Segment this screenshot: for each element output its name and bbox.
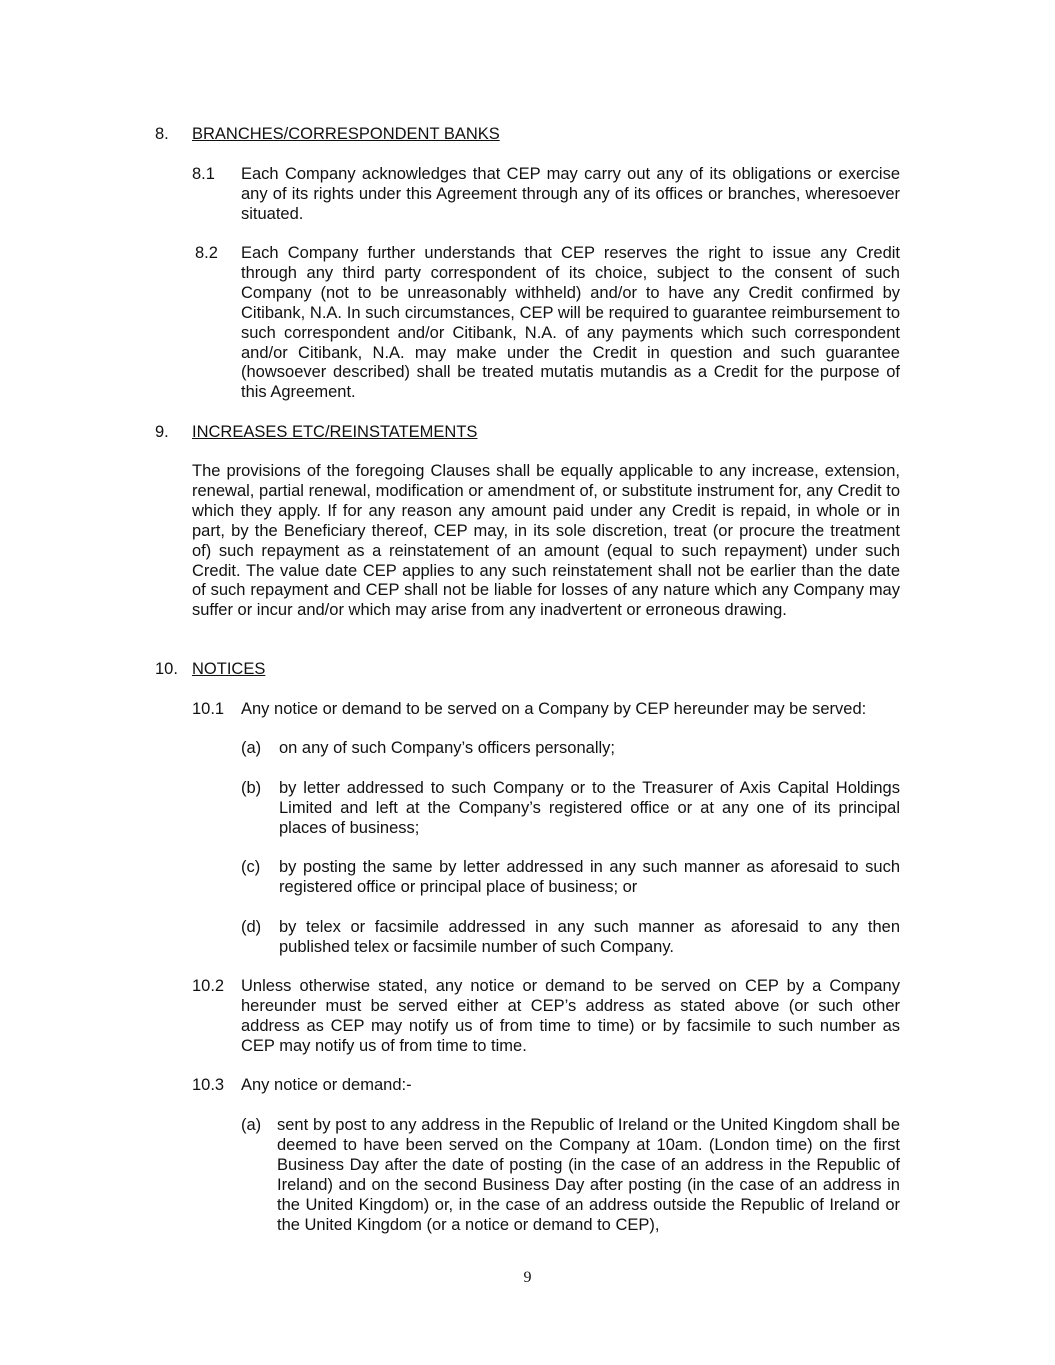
- clause-10-1-text: Any notice or demand to be served on a Company by CEP hereunder may be served:: [241, 700, 867, 718]
- clause-10-2-number: 10.2: [192, 977, 225, 995]
- clause-10-3-a-text: sent by post to any address in the Republic of Ireland or the United Kingdom shall be deemed to have been served on the Company at 10am. (London time) on the first Business Day after the date of posting (in the case of an address in the Republic of Ireland) and on the second Business Day after posting (in the case of an address in the United Kingdom) or, in the case of an address outside the Republic of Ireland or the United Kingdom (or a notice or demand to CEP),: [277, 1116, 900, 1234]
- clause-10-3-text: Any notice or demand:-: [241, 1076, 412, 1094]
- clause-10-1-b-label: (b): [241, 779, 262, 797]
- clause-10-1-d-label: (d): [241, 918, 262, 936]
- page-number: 9: [523, 1269, 532, 1286]
- clause-8-2-text: Each Company further understands that CEP reserves the right to issue any Credit through any third party correspondent of its choice, subject to the consent of such Company (not to be unreasonably withheld) and/or to have any Credit confirmed by Citibank, N.A. In such circumstances, CEP will be required to guarantee reimbursement to such correspondent and/or Citibank, N.A. of any payments which such correspondent and/or Citibank, N.A. may make under the Credit in question and such guarantee (howsoever described) shall be treated mutatis mutandis as a Credit for the purpose of this Agreement.: [241, 244, 900, 402]
- clause-8-2-number: 8.2: [195, 244, 218, 262]
- clause-10-3-a-label: (a): [241, 1116, 262, 1134]
- clause-10-1-c-label: (c): [241, 858, 261, 876]
- clause-8-1-text: Each Company acknowledges that CEP may carry out any of its obligations or exercise any of its rights under this Agreement through any of its offices or branches, wheresoever situated.: [241, 165, 900, 223]
- section-9-body: The provisions of the foregoing Clauses shall be equally applicable to any increase, extension, renewal, partial renewal, modification or amendment of, or substitute instrument for, any Credit to which they apply. If for any reason any amount paid under any Credit is repaid, in whole or in part, by the Beneficiary thereof, CEP may, in its sole discretion, treat (or procure the treatment of) such repayment as a reinstatement of an amount (equal to such repayment) under such Credit. The value date CEP applies to any such reinstatement shall not be earlier than the date of such repayment and CEP shall not be liable for losses of any nature which any Company may suffer or incur and/or which may arise from any inadvertent or erroneous drawing.: [192, 462, 900, 620]
- clause-10-1-d-text: by telex or facsimile addressed in any such manner as aforesaid to any then published telex or facsimile number of such Company.: [279, 918, 900, 956]
- clause-10-1-b-text: by letter addressed to such Company or to the Treasurer of Axis Capital Holdings Limited and left at the Company’s registered office or at any one of its principal places of business;: [279, 779, 900, 837]
- section-9-heading: INCREASES ETC/REINSTATEMENTS: [192, 423, 478, 441]
- clause-10-1-a-label: (a): [241, 739, 262, 757]
- section-8-heading: BRANCHES/CORRESPONDENT BANKS: [192, 125, 500, 143]
- clause-8-1-number: 8.1: [192, 165, 215, 183]
- clause-10-1-c-text: by posting the same by letter addressed in any such manner as aforesaid to such registered office or principal place of business; or: [279, 858, 900, 896]
- section-10-number: 10.: [155, 660, 178, 678]
- section-10-heading: NOTICES: [192, 660, 266, 678]
- clause-10-1-a-text: on any of such Company’s officers personally;: [279, 739, 615, 757]
- clause-10-1-number: 10.1: [192, 700, 225, 718]
- section-8-number: 8.: [155, 125, 169, 143]
- clause-10-3-number: 10.3: [192, 1076, 225, 1094]
- clause-10-2-text: Unless otherwise stated, any notice or demand to be served on CEP by a Company hereunder must be served either at CEP’s address as stated above (or such other address as CEP may notify us of from time to time) or by facsimile to such number as CEP may notify us of from time to time.: [241, 977, 900, 1055]
- section-9-number: 9.: [155, 423, 169, 441]
